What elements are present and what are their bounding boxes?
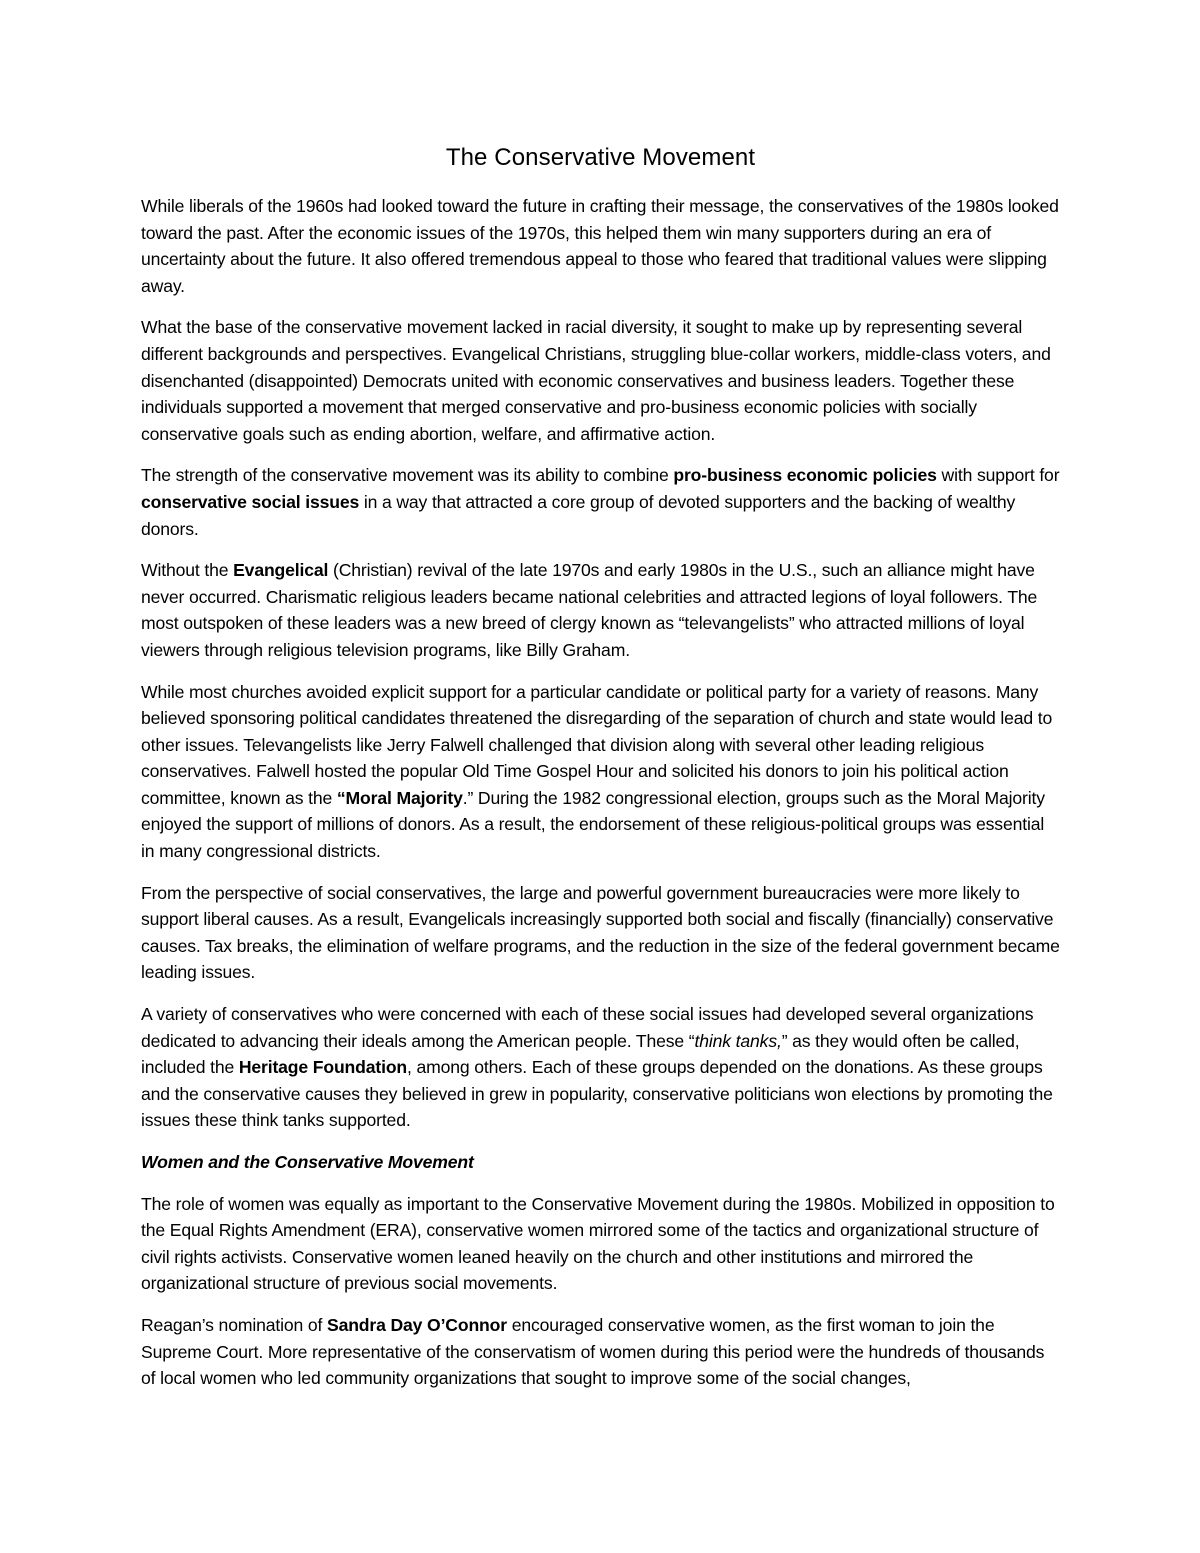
section-heading-women: Women and the Conservative Movement xyxy=(141,1152,474,1172)
paragraph-9 xyxy=(141,1312,1060,1392)
paragraph-3-text-a: The strength of the conservative movement was its ability to combine xyxy=(141,465,674,486)
paragraph-3-text-d: in a way that attracted a core group of devoted supporters and the backing of wealthy donors. xyxy=(141,491,1016,539)
paragraph-7-text-d: , among others. Each of these groups depended on the donations. As these groups and the conservative causes they believed in grew in popularity, conservative politicians won elections by promoting the issues these think tanks supported. xyxy=(141,1057,1053,1131)
paragraph-7-text-a: A variety of conservatives who were concerned with each of these social issues had developed several organizations dedicated to advancing their ideals among the American people. These “ xyxy=(141,1004,1034,1051)
bold-term-pro-business: pro-business economic policies xyxy=(673,465,937,486)
paragraph-3 xyxy=(141,462,1060,542)
paragraph-5-text-a: While most churches avoided explicit support for a particular candidate or political party for a variety of reasons. Many believed sponsoring political candidates threatened the disregarding of the separation of church and state would lead to other issues. Televangelists like Jerry Falwell challenged that division along with several other leading religious conservatives. Falwell hosted the popular Old Time Gospel Hour and solicited his donors to join his political action committee, known as the xyxy=(141,681,1053,808)
paragraph-4-text-c: (Christian) revival of the late 1970s and early 1980s in the U.S., such an alliance might have never occurred. Charismatic religious leaders became national celebrities and attracted legions of loyal followers. The most outspoken of these leaders was a new breed of clergy known as “televangelists” who attracted millions of loyal viewers through religious television programs, like Billy Graham. xyxy=(141,560,1038,660)
paragraph-8: The role of women was equally as important to the Conservative Movement during the 1980s. Mobilized in opposition to the Equal Rights Amendment (ERA), conservative women mirrored some of the tactics and organizational structure of civil rights activists. Conservative women leaned heavily on the church and other institutions and mirrored the organizational structure of previous social movements. xyxy=(141,1193,1055,1294)
bold-term-sandra-day-oconnor: Sandra Day O’Connor xyxy=(326,1314,507,1335)
bold-term-evangelical: Evangelical xyxy=(233,560,329,581)
paragraph-7-text-c: ” as they would often be called, included the xyxy=(141,1030,1020,1078)
bold-term-conservative-social-issues: conservative social issues xyxy=(141,491,360,512)
paragraph-2: What the base of the conservative movement lacked in racial diversity, it sought to make up by representing several different backgrounds and perspectives. Evangelical Christians, struggling blue-collar workers, middle-class voters, and disenchanted (disappointed) Democrats united with economic conservatives and business leaders. Together these individuals supported a movement that merged conservative and pro-business economic policies with socially conservative goals such as ending abortion, welfare, and affirmative action. xyxy=(141,317,1051,444)
paragraph-3-text-c: with support for xyxy=(936,465,1060,486)
paragraph-5-text-c: .” During the 1982 congressional election, groups such as the Moral Majority enjoyed the support of millions of donors. As a result, the endorsement of these religious-political groups was essential in many congressional districts. xyxy=(141,787,1045,862)
paragraph-6: From the perspective of social conservatives, the large and powerful government bureaucracies were more likely to support liberal causes. As a result, Evangelicals increasingly supported both social and fiscally (financially) conservative causes. Tax breaks, the elimination of welfare programs, and the reduction in the size of the federal government became leading issues. xyxy=(141,882,1060,983)
bold-term-moral-majority: “Moral Majority xyxy=(336,787,463,808)
paragraph-7 xyxy=(141,1001,1060,1134)
paragraph-9-text-a: Reagan’s nomination of xyxy=(141,1314,327,1335)
paragraph-9-text-c: encouraged conservative women, as the first woman to join the Supreme Court. More representative of the conservatism of women during this period were the hundreds of thousands of local women who led community organizations that sought to improve some of the social changes, xyxy=(141,1314,1045,1389)
paragraph-4-text-a: Without the xyxy=(141,560,234,581)
paragraph-4 xyxy=(141,557,1060,663)
paragraph-1: While liberals of the 1960s had looked toward the future in crafting their message, the conservatives of the 1980s looked toward the past. After the economic issues of the 1970s, this helped them win many supporters during an era of uncertainty about the future. It also offered tremendous appeal to those who feared that traditional values were slipping away. xyxy=(141,196,1059,296)
paragraph-5 xyxy=(141,679,1060,865)
italic-term-think-tanks: think tanks, xyxy=(694,1030,782,1051)
bold-term-heritage-foundation: Heritage Foundation xyxy=(238,1057,408,1078)
document-title: The Conservative Movement xyxy=(445,144,756,171)
